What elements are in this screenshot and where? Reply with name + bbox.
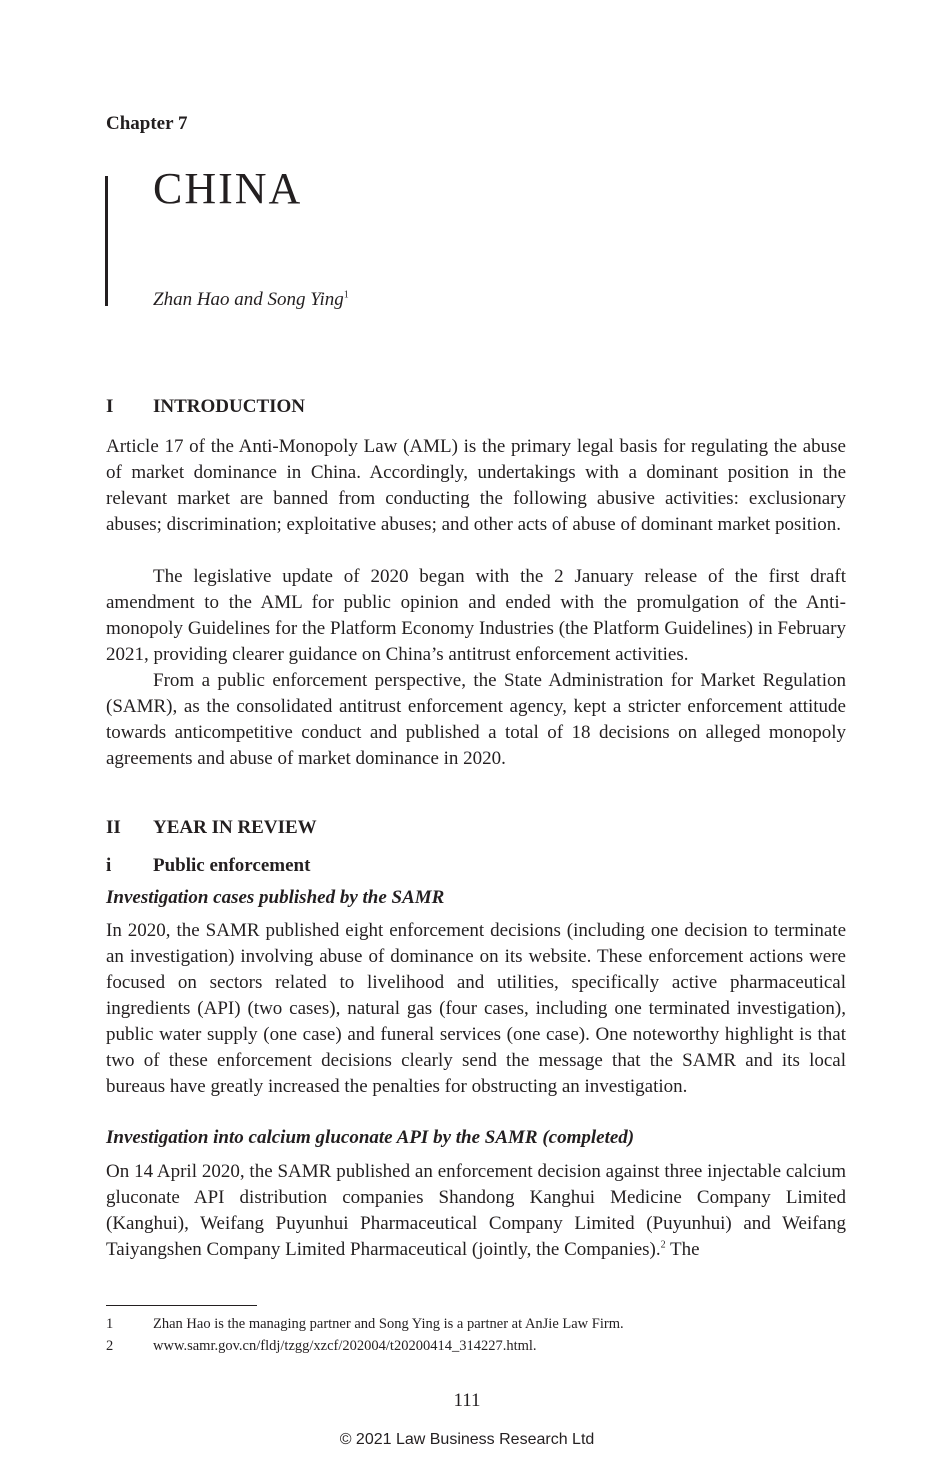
chapter-label: Chapter 7 bbox=[106, 113, 188, 134]
paragraph-text-continued: The bbox=[665, 1239, 700, 1260]
subsection-heading-public-enforcement bbox=[106, 855, 846, 877]
page-number: 111 bbox=[453, 1390, 481, 1411]
footnote bbox=[106, 1338, 846, 1355]
footnote-number: 1 bbox=[106, 1316, 114, 1332]
paragraph: From a public enforcement perspective, the State Administration for Market Regulation (SAMR), as the consolidated antitrust enforcement agency, kept a stricter enforcement attitude towards anticompetitive conduct and published a total of 18 decisions on alleged monopoly agreements and abuse of market dominance in 2020. bbox=[106, 670, 846, 769]
footnote-ref-1[interactable]: 1 bbox=[343, 289, 349, 301]
footnote bbox=[106, 1316, 846, 1333]
section-number: I bbox=[106, 396, 114, 417]
authors-name: Zhan Hao and Song Ying bbox=[153, 289, 344, 310]
footnote-text: Zhan Hao is the managing partner and Song Ying is a partner at AnJie Law Firm. bbox=[153, 1316, 624, 1332]
subsection-title: Public enforcement bbox=[153, 855, 311, 876]
chapter-title: CHINA bbox=[153, 164, 303, 213]
footnote-ref-2[interactable]: 2 bbox=[660, 1239, 666, 1251]
copyright-notice: © 2021 Law Business Research Ltd bbox=[339, 1431, 595, 1448]
paragraph: The legislative update of 2020 began with the 2 January release of the first draft amendment to the AML for public opinion and ended with the promulgation of the Anti-monopoly Guidelines for the Platform Economy Industries (the Platform Guidelines) in February 2021, providing clearer guidance on China’s antitrust enforcement activities. bbox=[106, 566, 846, 665]
section-heading-year-in-review bbox=[106, 817, 846, 839]
section-heading-introduction bbox=[106, 396, 846, 418]
paragraph-text: On 14 April 2020, the SAMR published an enforcement decision against three injectable calcium gluconate API distribution companies Shandong Kanghui Medicine Company Limited (Kanghui), Weifang Puyunhui Pharmaceutical Company Limited (Puyunhui) and Weifang Taiyangshen Company Limited Pharmaceutical (jointly, the Companies). bbox=[106, 1161, 846, 1260]
section-title: INTRODUCTION bbox=[153, 396, 306, 417]
case-heading: Investigation cases published by the SAMR bbox=[106, 887, 445, 908]
case-heading: Investigation into calcium gluconate API by the SAMR (completed) bbox=[106, 1127, 635, 1148]
subsection-number: i bbox=[106, 855, 112, 876]
paragraph: Article 17 of the Anti-Monopoly Law (AML) is the primary legal basis for regulating the abuse of market dominance in China. Accordingly, undertakings with a dominant position in the relevant market are banned from conducting the following abusive activities: exclusionary abuses; discrimination; exploitative abuses; and other acts of abuse of dominant market position. bbox=[106, 436, 846, 535]
footnote-number: 2 bbox=[106, 1338, 114, 1354]
title-rule bbox=[105, 176, 108, 306]
section-title: YEAR IN REVIEW bbox=[153, 817, 317, 838]
footnote-separator bbox=[106, 1305, 257, 1306]
section-number: II bbox=[106, 817, 121, 838]
authors-line bbox=[153, 289, 349, 311]
footnote-link[interactable]: www.samr.gov.cn/fldj/tzgg/xzcf/202004/t20200414_314227.html. bbox=[153, 1338, 537, 1354]
paragraph bbox=[106, 1159, 846, 1263]
paragraph: In 2020, the SAMR published eight enforcement decisions (including one decision to terminate an investigation) involving abuse of dominance on its website. These enforcement actions were focused on sectors related to livelihood and utilities, specifically active pharmaceutical ingredients (API) (two cases), natural gas (four cases, including one terminated investigation), public water supply (one case) and funeral services (one case). One noteworthy highlight is that two of these enforcement decisions clearly send the message that the SAMR and its local bureaus have greatly increased the penalties for obstructing an investigation. bbox=[106, 920, 846, 1097]
